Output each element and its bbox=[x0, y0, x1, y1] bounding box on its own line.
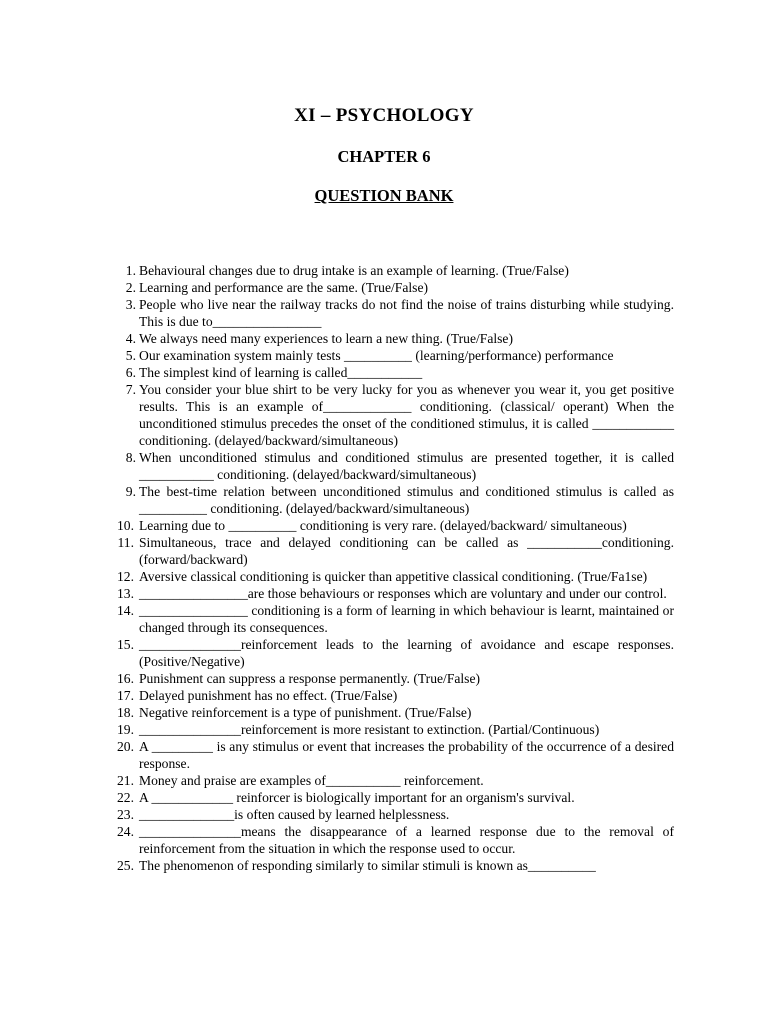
question-number: 15. bbox=[117, 637, 134, 652]
question-number: 6. bbox=[125, 365, 136, 380]
question-item bbox=[114, 721, 674, 738]
question-number: 8. bbox=[125, 450, 136, 465]
question-number: 9. bbox=[125, 484, 136, 499]
question-number: 1. bbox=[125, 263, 136, 278]
question-text: _______________reinforcement leads to the learning of avoidance and escape responses. (Positive/Negative) bbox=[139, 637, 674, 669]
question-text: Negative reinforcement is a type of punishment. (True/False) bbox=[139, 705, 472, 720]
question-number: 18. bbox=[117, 705, 134, 720]
question-item bbox=[114, 483, 674, 517]
question-item bbox=[114, 806, 674, 823]
question-number: 24. bbox=[117, 824, 134, 839]
section-heading: QUESTION BANK bbox=[314, 186, 454, 205]
question-text: ________________are those behaviours or responses which are voluntary and under our control. bbox=[139, 586, 667, 601]
question-number: 5. bbox=[125, 348, 136, 363]
question-number: 10. bbox=[117, 518, 134, 533]
question-item bbox=[114, 296, 674, 330]
question-number: 14. bbox=[117, 603, 134, 618]
question-text: The phenomenon of responding similarly to similar stimuli is known as__________ bbox=[139, 858, 596, 873]
question-item bbox=[114, 279, 674, 296]
question-number: 7. bbox=[125, 382, 136, 397]
question-text: Delayed punishment has no effect. (True/False) bbox=[139, 688, 398, 703]
question-text: You consider your blue shirt to be very lucky for you as whenever you wear it, you get positive results. This is an example of_____________ conditioning. (classical/ operant) When the unconditioned stimulus precedes the onset of the conditioned stimulus, it is called ____________ conditioning. (delayed/backward/simultaneous) bbox=[139, 382, 674, 448]
question-item bbox=[114, 449, 674, 483]
question-number: 22. bbox=[117, 790, 134, 805]
question-text: Aversive classical conditioning is quicker than appetitive classical conditioning. (True/Fa1se) bbox=[139, 569, 648, 584]
question-item bbox=[114, 534, 674, 568]
question-item bbox=[114, 704, 674, 721]
question-item bbox=[114, 585, 674, 602]
question-text: ________________ conditioning is a form of learning in which behaviour is learnt, maintained or changed through its consequences. bbox=[139, 603, 674, 635]
question-item bbox=[114, 670, 674, 687]
question-text: Behavioural changes due to drug intake is an example of learning. (True/False) bbox=[139, 263, 569, 278]
question-number: 3. bbox=[125, 297, 136, 312]
question-text: A _________ is any stimulus or event that increases the probability of the occurrence of a desired response. bbox=[139, 739, 674, 771]
question-item bbox=[114, 772, 674, 789]
question-item bbox=[114, 823, 674, 857]
question-text: _______________means the disappearance of a learned response due to the removal of reinforcement from the situation in which the response used to occur. bbox=[139, 824, 674, 856]
question-number: 23. bbox=[117, 807, 134, 822]
question-item bbox=[114, 738, 674, 772]
question-item bbox=[114, 636, 674, 670]
question-number: 25. bbox=[117, 858, 134, 873]
question-item bbox=[114, 857, 674, 874]
question-item bbox=[114, 687, 674, 704]
chapter-heading: CHAPTER 6 bbox=[337, 147, 431, 166]
question-text: _______________reinforcement is more resistant to extinction. (Partial/Continuous) bbox=[139, 722, 600, 737]
question-number: 19. bbox=[117, 722, 134, 737]
question-list bbox=[114, 262, 674, 874]
question-item bbox=[114, 789, 674, 806]
question-number: 4. bbox=[125, 331, 136, 346]
document-title: XI – PSYCHOLOGY bbox=[294, 105, 474, 126]
question-item bbox=[114, 517, 674, 534]
question-number: 20. bbox=[117, 739, 134, 754]
question-number: 17. bbox=[117, 688, 134, 703]
question-item bbox=[114, 602, 674, 636]
question-item bbox=[114, 347, 674, 364]
question-text: When unconditioned stimulus and conditioned stimulus are presented together, it is called ___________ conditioning. (delayed/backward/simultaneous) bbox=[139, 450, 674, 482]
question-number: 16. bbox=[117, 671, 134, 686]
question-text: We always need many experiences to learn a new thing. (True/False) bbox=[139, 331, 513, 346]
question-text: Learning due to __________ conditioning is very rare. (delayed/backward/ simultaneous) bbox=[139, 518, 627, 533]
question-number: 2. bbox=[125, 280, 136, 295]
question-item bbox=[114, 262, 674, 279]
question-item bbox=[114, 381, 674, 449]
question-number: 12. bbox=[117, 569, 134, 584]
question-text: Our examination system mainly tests __________ (learning/performance) performance bbox=[139, 348, 614, 363]
question-item bbox=[114, 568, 674, 585]
question-text: Learning and performance are the same. (True/False) bbox=[139, 280, 428, 295]
question-item bbox=[114, 364, 674, 381]
question-text: ______________is often caused by learned helplessness. bbox=[139, 807, 450, 822]
question-text: The best-time relation between unconditioned stimulus and conditioned stimulus is called as __________ conditioning. (delayed/backward/simultaneous) bbox=[139, 484, 674, 516]
question-text: Punishment can suppress a response permanently. (True/False) bbox=[139, 671, 481, 686]
question-text: People who live near the railway tracks do not find the noise of trains disturbing while studying. This is due to________________ bbox=[139, 297, 674, 329]
question-text: A ____________ reinforcer is biologically important for an organism's survival. bbox=[139, 790, 575, 805]
question-number: 11. bbox=[117, 535, 134, 550]
question-number: 13. bbox=[117, 586, 134, 601]
question-item bbox=[114, 330, 674, 347]
question-text: Simultaneous, trace and delayed conditioning can be called as ___________conditioning. (forward/backward) bbox=[139, 535, 674, 567]
question-text: Money and praise are examples of___________ reinforcement. bbox=[139, 773, 484, 788]
question-text: The simplest kind of learning is called___________ bbox=[139, 365, 423, 380]
question-number: 21. bbox=[117, 773, 134, 788]
